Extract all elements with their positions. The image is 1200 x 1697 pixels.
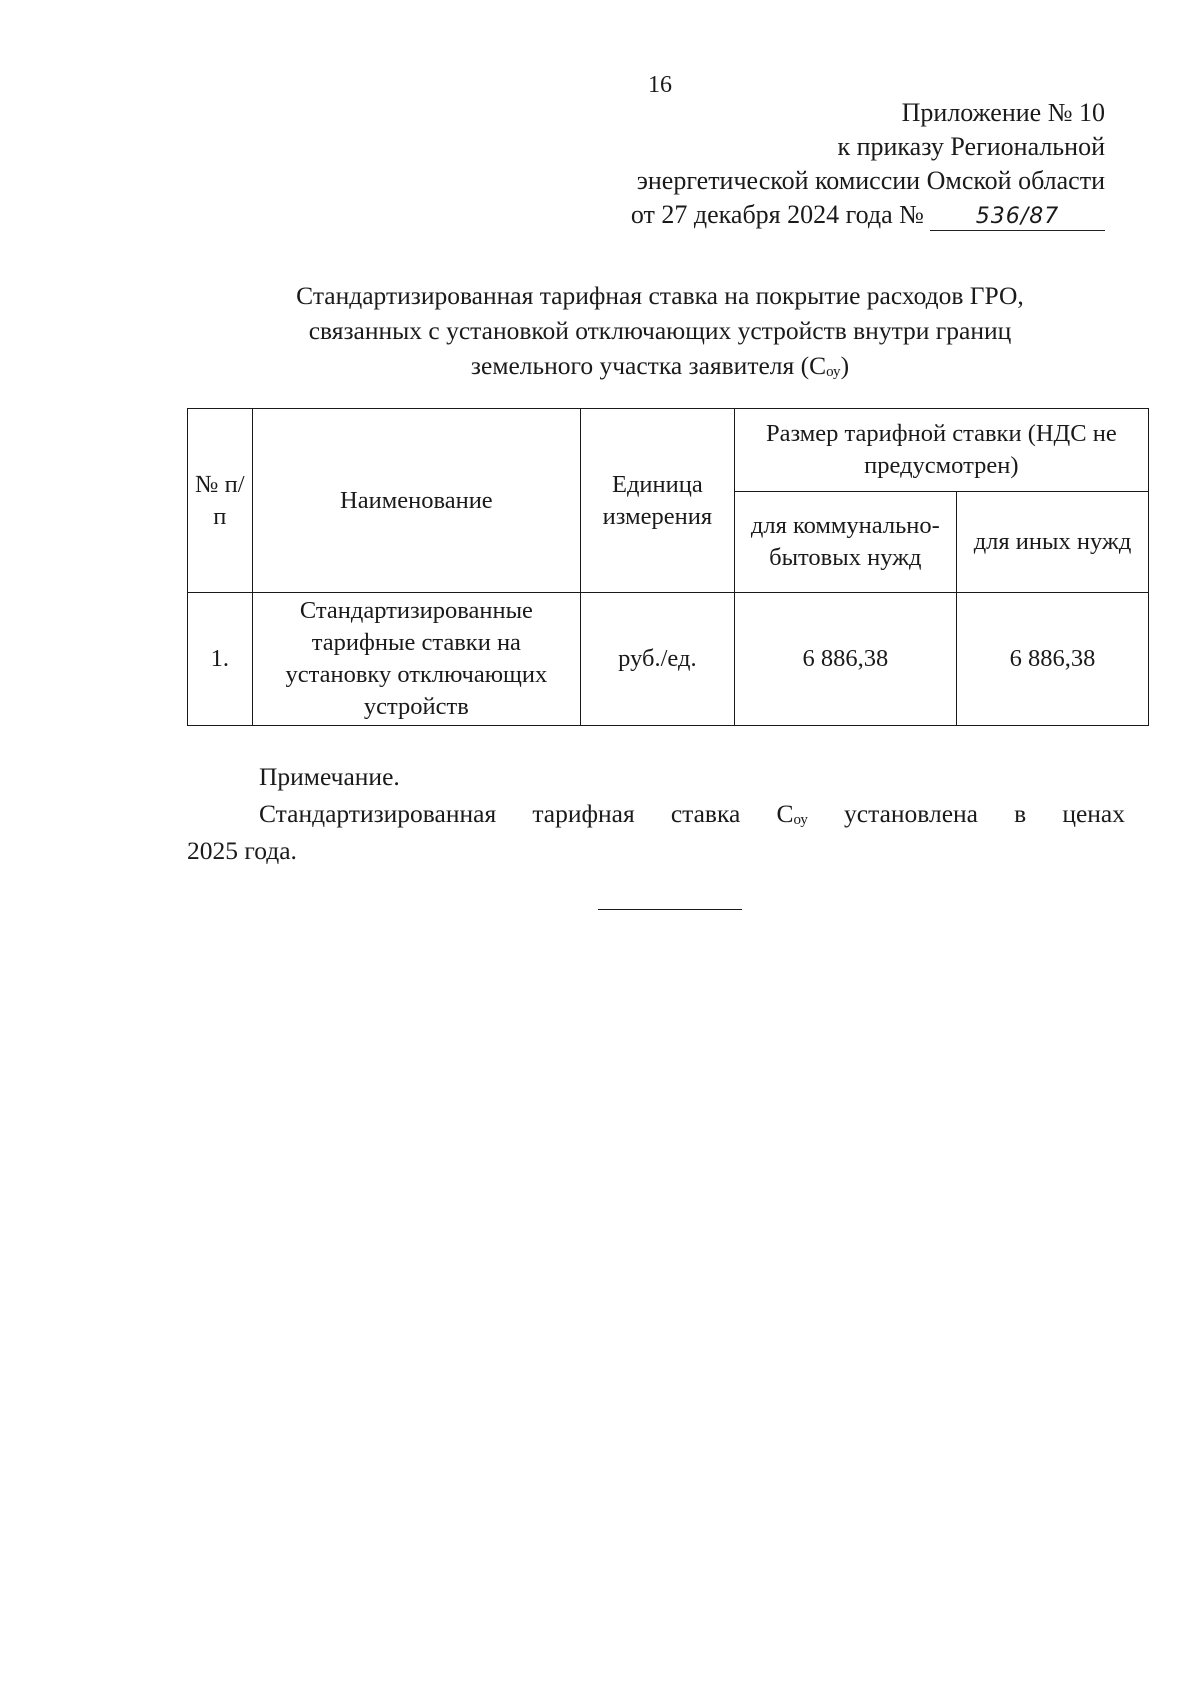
- header-rate-group: Размер тарифной ставки (НДС не предусмотрен): [734, 409, 1148, 492]
- appendix-order-ref: к приказу Региональной: [837, 132, 1105, 161]
- note-text-after: установлена в ценах: [844, 799, 1126, 828]
- note-subscript: оу: [793, 812, 808, 828]
- document-title: [0, 278, 1200, 383]
- title-subscript: оу: [826, 364, 841, 380]
- note-text-before: Стандартизированная тарифная ставка С: [259, 799, 794, 828]
- note-heading: Примечание.: [259, 762, 400, 791]
- note-text-line-1: [187, 795, 1125, 832]
- title-line-2: связанных с установкой отключающих устройств внутри границ: [308, 316, 1012, 345]
- order-number-handwritten: 536/87: [930, 204, 1105, 231]
- header-communal: для коммунально-бытовых нужд: [734, 492, 956, 593]
- title-line-3-close: ): [840, 351, 850, 380]
- table-row: [188, 593, 1149, 726]
- row-other-rate: 6 886,38: [956, 593, 1148, 726]
- header-unit: Единица измерения: [581, 409, 735, 593]
- page-number: 16: [648, 72, 672, 98]
- row-name: Стандартизированные тарифные ставки на установку отключающих устройств: [252, 593, 580, 726]
- appendix-order-date: [631, 198, 1105, 232]
- end-divider: [598, 909, 742, 910]
- header-name: Наименование: [252, 409, 580, 593]
- title-line-3: [0, 348, 1200, 383]
- appendix-commission: энергетической комиссии Омской области: [636, 166, 1105, 195]
- title-line-1: Стандартизированная тарифная ставка на покрытие расходов ГРО,: [296, 281, 1024, 310]
- tariff-table: [187, 408, 1149, 726]
- title-line-3-text: земельного участка заявителя (С: [470, 351, 827, 380]
- appendix-title: Приложение № 10: [901, 98, 1105, 127]
- order-date-text: от 27 декабря 2024 года №: [630, 200, 924, 229]
- row-number: 1.: [188, 593, 253, 726]
- table-header-row: [188, 409, 1149, 492]
- header-other: для иных нужд: [956, 492, 1148, 593]
- note-block: [187, 758, 1125, 869]
- header-number: № п/п: [188, 409, 253, 593]
- row-unit: руб./ед.: [581, 593, 735, 726]
- appendix-header: [631, 96, 1105, 232]
- row-communal-rate: 6 886,38: [734, 593, 956, 726]
- note-text-line-2: 2025 года.: [187, 836, 297, 865]
